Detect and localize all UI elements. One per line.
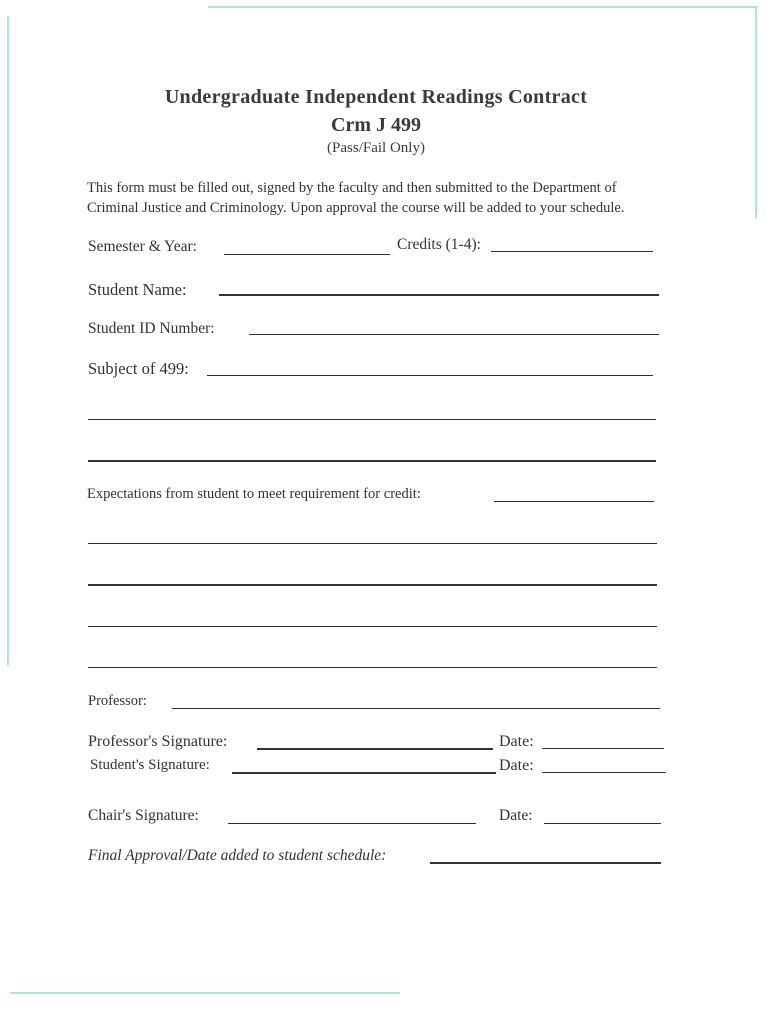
student-signature-field[interactable]	[232, 772, 496, 774]
student-date-field[interactable]	[542, 772, 666, 773]
expectations-line-5[interactable]	[88, 667, 657, 668]
expectations-label: Expectations from student to meet requirement for credit:	[87, 486, 421, 502]
chair-date-field[interactable]	[544, 823, 661, 824]
chair-signature-field[interactable]	[228, 823, 476, 824]
professor-signature-label: Professor's Signature:	[88, 733, 228, 750]
decorative-border-top	[208, 6, 758, 8]
expectations-line-4[interactable]	[88, 626, 657, 627]
chair-signature-label: Chair's Signature:	[88, 807, 199, 824]
professor-field[interactable]	[172, 708, 660, 709]
subject-line-2[interactable]	[88, 419, 656, 420]
final-approval-label: Final Approval/Date added to student schedule:	[88, 847, 387, 864]
student-signature-label: Student's Signature:	[90, 757, 210, 773]
student-id-field[interactable]	[249, 334, 659, 335]
professor-signature-field[interactable]	[257, 748, 493, 750]
student-name-label: Student Name:	[88, 280, 187, 299]
instructions-line-1: This form must be filled out, signed by the faculty and then submitted to the Department of	[87, 180, 617, 196]
student-date-label: Date:	[499, 757, 534, 774]
final-approval-field[interactable]	[430, 862, 661, 864]
professor-date-label: Date:	[499, 733, 534, 750]
decorative-border-bottom	[10, 992, 400, 994]
semester-year-label: Semester & Year:	[88, 238, 197, 255]
subject-label: Subject of 499:	[88, 359, 189, 378]
subject-field[interactable]	[207, 375, 653, 376]
chair-date-label: Date:	[499, 807, 533, 824]
professor-label: Professor:	[88, 693, 147, 709]
credits-field[interactable]	[491, 251, 653, 252]
form-title: Undergraduate Independent Readings Contract	[164, 86, 588, 108]
expectations-field[interactable]	[494, 501, 654, 502]
decorative-border-right	[755, 8, 757, 218]
subject-line-3[interactable]	[88, 460, 656, 462]
credits-label: Credits (1-4):	[397, 236, 481, 253]
grading-note: (Pass/Fail Only)	[327, 140, 425, 156]
instructions-line-2: Criminal Justice and Criminology. Upon approval the course will be added to your schedule.	[87, 200, 625, 216]
expectations-line-2[interactable]	[88, 543, 657, 544]
student-id-label: Student ID Number:	[88, 320, 215, 337]
expectations-line-3[interactable]	[88, 584, 657, 586]
course-code: Crm J 499	[331, 114, 421, 136]
professor-date-field[interactable]	[542, 748, 664, 749]
student-name-field[interactable]	[219, 294, 659, 296]
semester-year-field[interactable]	[224, 254, 390, 255]
